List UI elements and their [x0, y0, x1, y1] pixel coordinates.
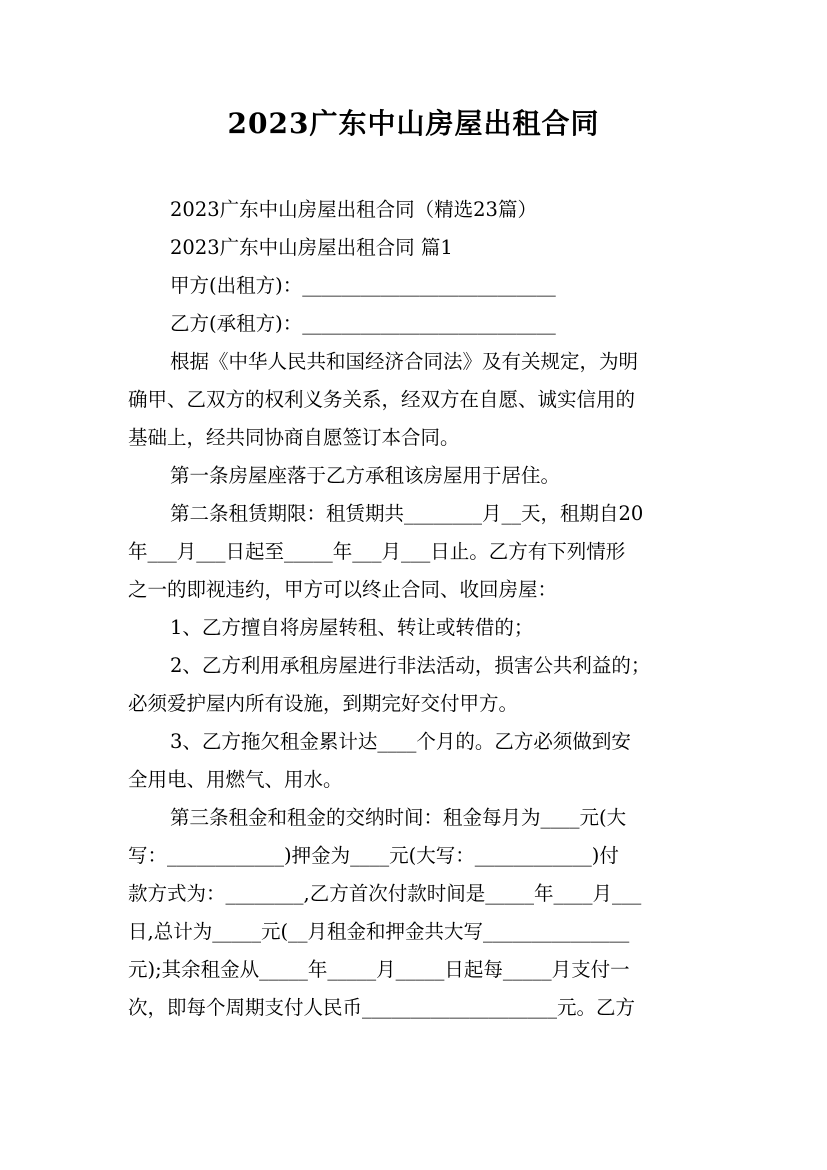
paragraph-line: 日,总计为_____元(__月租金和押金共大写_______________ [128, 920, 630, 943]
paragraph-line: 款方式为：________,乙方首次付款时间是_____年____月___ [128, 882, 642, 905]
paragraph-line: 3、乙方拖欠租金累计达____个月的。乙方必须做到安 [170, 730, 631, 753]
section-heading: 2023广东中山房屋出租合同 篇1 [170, 236, 453, 259]
paragraph-line: 基础上，经共同协商自愿签订本合同。 [128, 426, 460, 449]
document-body [128, 191, 704, 1027]
paragraph-line: 元);其余租金从_____年_____月_____日起每_____月支付一 [128, 958, 630, 981]
party-a-line: 甲方(出租方)：__________________________ [170, 274, 556, 297]
paragraph-line: 之一的即视违约，甲方可以终止合同、收回房屋： [128, 578, 558, 601]
paragraph-line: 全用电、用燃气、用水。 [128, 768, 343, 791]
paragraph-line: 第二条租赁期限：租赁期共________月__天，租期自20 [170, 502, 644, 525]
party-b-line: 乙方(承租方)：__________________________ [170, 312, 556, 335]
paragraph-line: 必须爱护屋内所有设施，到期完好交付甲方。 [128, 692, 519, 715]
paragraph-line: 根据《中华人民共和国经济合同法》及有关规定，为明 [170, 350, 639, 373]
paragraph-line: 次，即每个周期支付人民币____________________元。乙方 [128, 996, 636, 1019]
paragraph-line: 年___月___日起至_____年___月___日止。乙方有下列情形 [128, 540, 626, 563]
paragraph-line: 2、乙方利用承租房屋进行非法活动，损害公共利益的； [170, 654, 651, 677]
paragraph-line: 1、乙方擅自将房屋转租、转让或转借的； [170, 616, 534, 639]
paragraph-line: 确甲、乙双方的权利义务关系，经双方在自愿、诚实信用的 [128, 388, 636, 411]
paragraph-line: 写：____________)押金为____元(大写：____________)付 [128, 844, 619, 867]
paragraph-line: 第一条房屋座落于乙方承租该房屋用于居住。 [170, 464, 561, 487]
document-title: 2023广东中山房屋出租合同 [227, 107, 600, 140]
subtitle-line: 2023广东中山房屋出租合同（精选23篇） [170, 198, 537, 221]
paragraph-line: 第三条租金和租金的交纳时间：租金每月为____元(大 [170, 806, 627, 829]
